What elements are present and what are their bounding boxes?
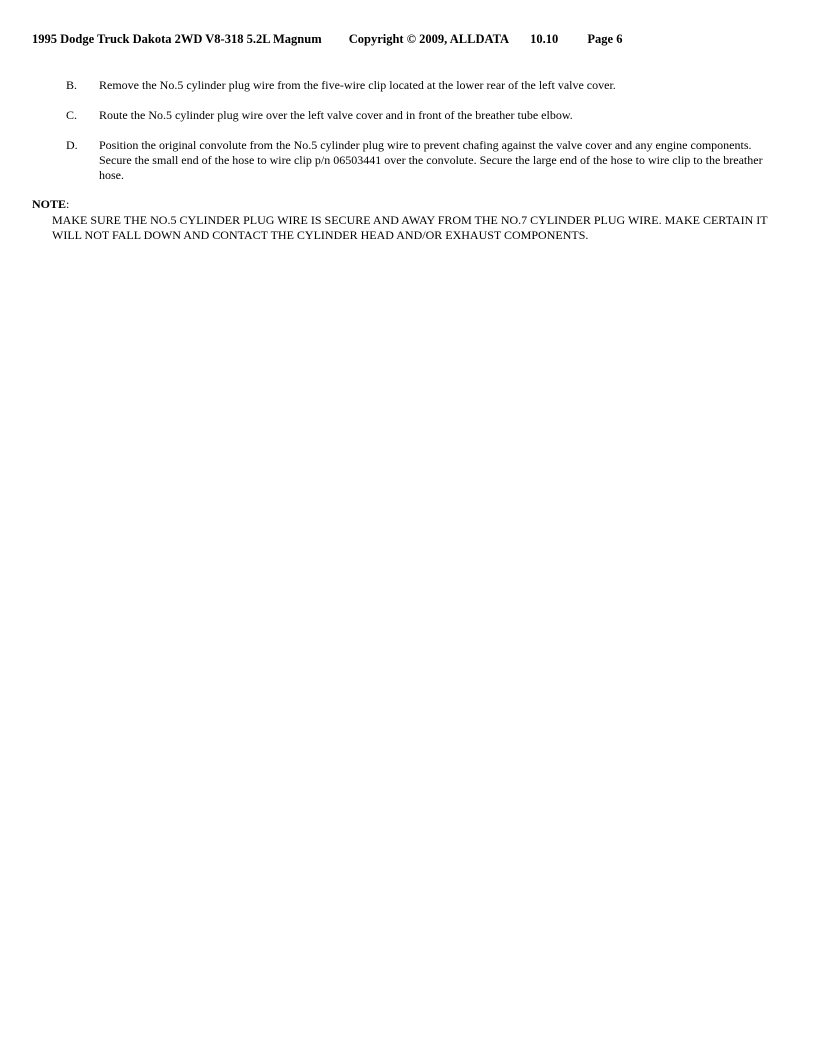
note-block	[32, 197, 782, 243]
header-version: 10.10	[530, 32, 559, 46]
procedure-steps	[66, 78, 786, 198]
header-copyright: Copyright © 2009, ALLDATA	[348, 32, 510, 46]
step-text: Route the No.5 cylinder plug wire over the left valve cover and in front of the breather tube elbow.	[99, 108, 573, 122]
step-d	[66, 138, 786, 183]
header-page-number: Page 6	[587, 32, 623, 46]
note-text: MAKE SURE THE NO.5 CYLINDER PLUG WIRE IS SECURE AND AWAY FROM THE NO.7 CYLINDER PLUG WIRE. MAKE CERTAIN IT WILL NOT FALL DOWN AND CONTACT THE CYLINDER HEAD AND/OR EXHAUST COMPONENTS.	[52, 213, 768, 242]
step-c	[66, 108, 786, 123]
step-letter: C.	[66, 108, 78, 122]
page-header	[32, 32, 622, 47]
note-heading	[32, 197, 782, 212]
step-text: Remove the No.5 cylinder plug wire from the five-wire clip located at the lower rear of the left valve cover.	[99, 78, 616, 92]
note-colon: :	[66, 197, 70, 211]
note-label: NOTE	[32, 197, 67, 211]
step-b	[66, 78, 786, 93]
step-letter: B.	[66, 78, 78, 92]
step-text: Position the original convolute from the No.5 cylinder plug wire to prevent chafing against the valve cover and any engine components. Secure the small end of the hose to wire clip p/n 06503441 over the convolute. Secure the large end of the hose to wire clip to the breather hose.	[99, 138, 763, 182]
header-vehicle: 1995 Dodge Truck Dakota 2WD V8-318 5.2L Magnum	[32, 32, 322, 46]
step-letter: D.	[66, 138, 78, 152]
